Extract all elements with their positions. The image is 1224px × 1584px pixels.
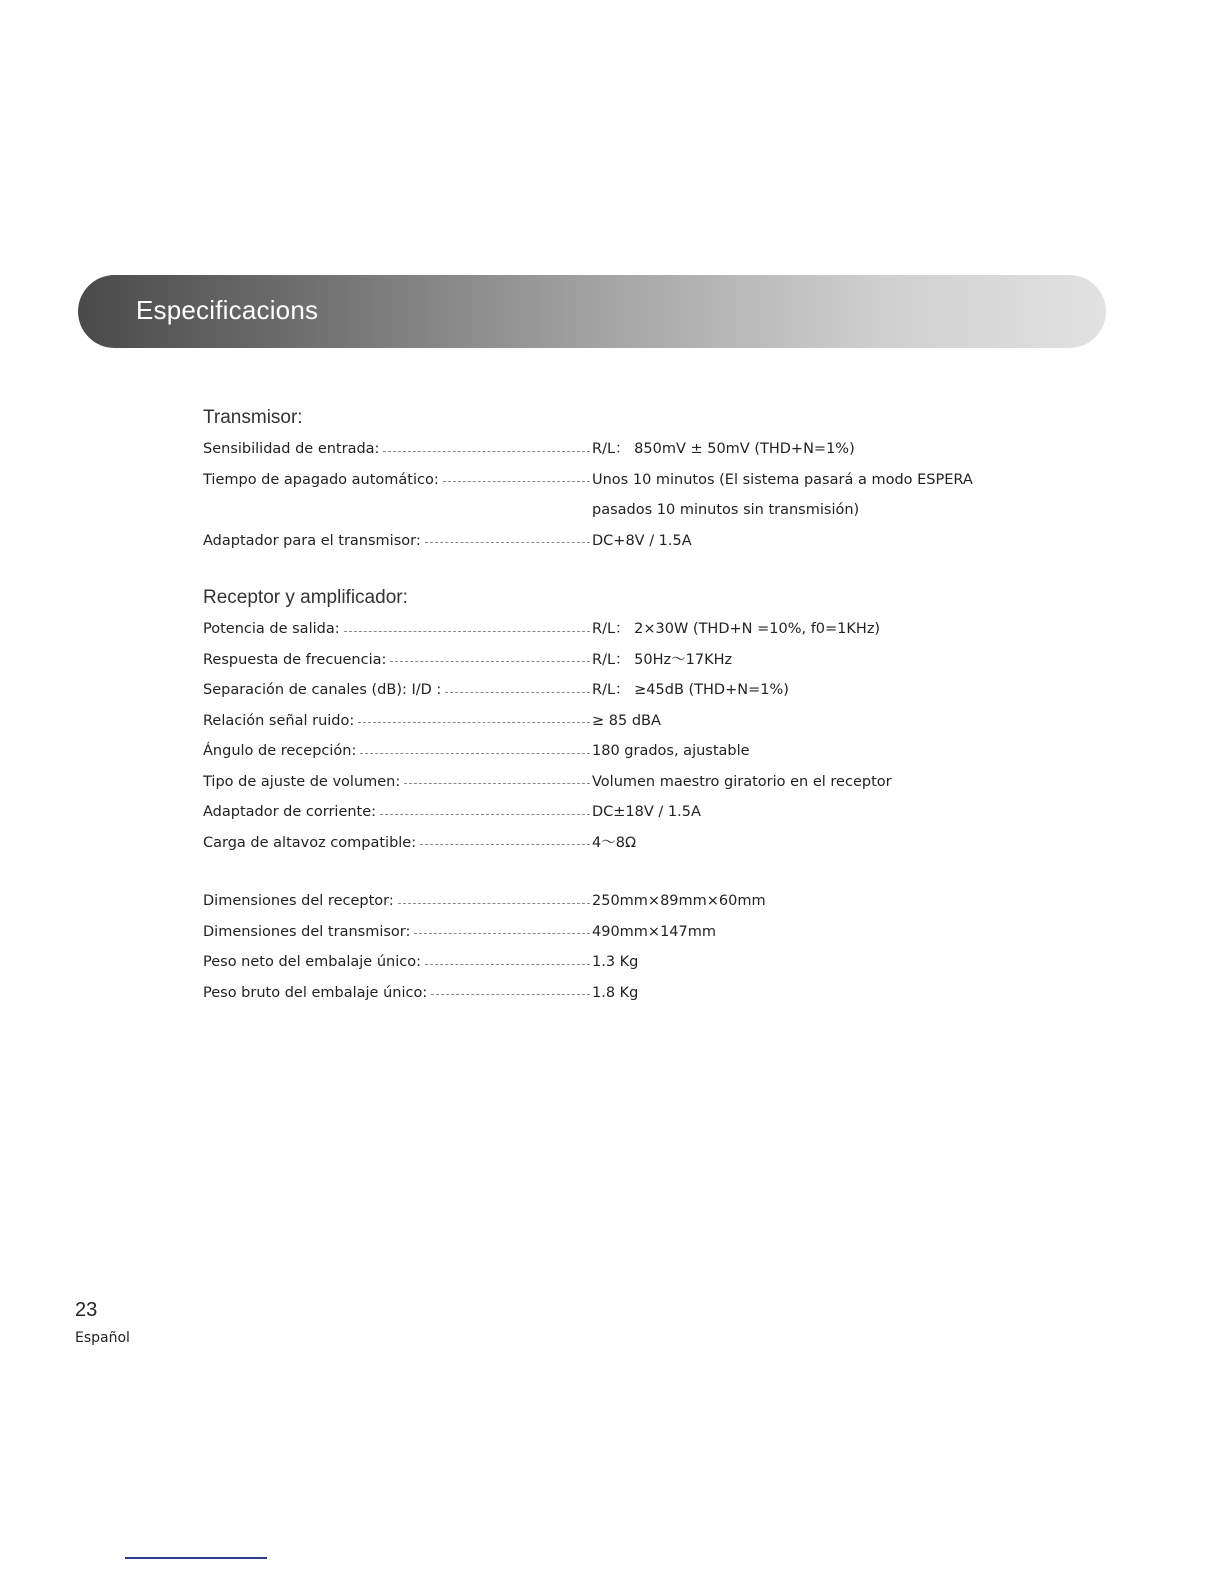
dotted-leader xyxy=(398,903,590,904)
spec-label: Adaptador para el transmisor: xyxy=(203,532,421,549)
spec-row xyxy=(203,465,1103,526)
spec-label: Respuesta de frecuencia: xyxy=(203,651,387,668)
spec-value: R/L： 2×30W (THD+N =10%, f0=1KHz) xyxy=(592,621,881,637)
spec-row xyxy=(203,828,1103,859)
dotted-leader xyxy=(414,933,590,934)
spec-row xyxy=(203,886,1103,917)
dotted-leader xyxy=(344,631,590,632)
page-title: Especificacions xyxy=(136,295,319,325)
spec-label: Separación de canales (dB): I/D : xyxy=(203,682,442,698)
spec-label: Dimensiones del receptor: xyxy=(203,893,394,909)
spec-value: 4～8Ω xyxy=(592,834,637,851)
spec-row xyxy=(203,614,1103,645)
dotted-leader xyxy=(420,844,590,845)
dotted-leader xyxy=(360,753,590,754)
spec-row xyxy=(203,526,1103,557)
spec-label: Potencia de salida: xyxy=(203,621,340,637)
spec-row xyxy=(203,917,1103,948)
spec-row xyxy=(203,797,1103,828)
spec-value: 1.3 Kg xyxy=(592,954,639,970)
spec-label: Carga de altavoz compatible: xyxy=(203,834,417,851)
specifications-list xyxy=(203,404,1103,1036)
spec-label: Adaptador de corriente: xyxy=(203,804,377,820)
section-banner xyxy=(78,275,1106,348)
spec-label: Ángulo de recepción: xyxy=(203,743,357,759)
spec-row xyxy=(203,736,1103,767)
dotted-leader xyxy=(380,814,590,815)
spec-value: Unos 10 minutos (El sistema pasará a modo ESPERA pasados 10 minutos sin transmisión) xyxy=(592,471,973,518)
dotted-leader xyxy=(404,783,590,784)
spec-value: Volumen maestro giratorio en el receptor xyxy=(592,773,892,790)
dotted-leader xyxy=(431,994,590,995)
spec-row xyxy=(203,675,1103,706)
dotted-leader xyxy=(390,661,590,662)
spec-row xyxy=(203,434,1103,465)
receiver-section xyxy=(203,584,1103,858)
physical-section xyxy=(203,886,1103,1008)
spec-row xyxy=(203,645,1103,676)
spec-value: R/L： 50Hz～17KHz xyxy=(592,651,733,668)
spec-value: 1.8 Kg xyxy=(592,984,639,1001)
section-heading-receiver: Receptor y amplificador: xyxy=(203,587,408,608)
spec-row xyxy=(203,706,1103,737)
dotted-leader xyxy=(425,542,590,543)
spec-label: Sensibilidad de entrada: xyxy=(203,441,380,457)
spec-value: 490mm×147mm xyxy=(592,923,717,940)
spec-value: DC±18V / 1.5A xyxy=(592,804,701,820)
spec-row xyxy=(203,947,1103,978)
spec-row xyxy=(203,767,1103,798)
dotted-leader xyxy=(445,692,590,693)
language-label: Español xyxy=(75,1330,130,1346)
spec-value: R/L： 850mV ± 50mV (THD+N=1%) xyxy=(592,441,855,457)
spec-label: Dimensiones del transmisor: xyxy=(203,923,411,940)
dotted-leader xyxy=(425,964,590,965)
spec-label: Relación señal ruido: xyxy=(203,712,355,729)
spec-label: Peso bruto del embalaje único: xyxy=(203,984,428,1001)
spec-label: Tiempo de apagado automático: xyxy=(203,471,439,488)
spec-value: ≥ 85 dBA xyxy=(592,712,661,729)
spec-label: Tipo de ajuste de volumen: xyxy=(203,773,401,790)
dotted-leader xyxy=(358,722,590,723)
spec-label: Peso neto del embalaje único: xyxy=(203,954,421,970)
dotted-leader xyxy=(443,481,590,482)
footer-rule xyxy=(125,1557,267,1559)
spec-row xyxy=(203,978,1103,1009)
spec-value: R/L： ≥45dB (THD+N=1%) xyxy=(592,682,789,698)
transmitter-section xyxy=(203,404,1103,556)
section-heading-transmitter: Transmisor: xyxy=(203,407,303,428)
page-number: 23 xyxy=(75,1299,98,1321)
spec-value: DC+8V / 1.5A xyxy=(592,532,692,549)
spec-value: 250mm×89mm×60mm xyxy=(592,893,766,909)
spec-value: 180 grados, ajustable xyxy=(592,743,750,759)
dotted-leader xyxy=(383,451,590,452)
